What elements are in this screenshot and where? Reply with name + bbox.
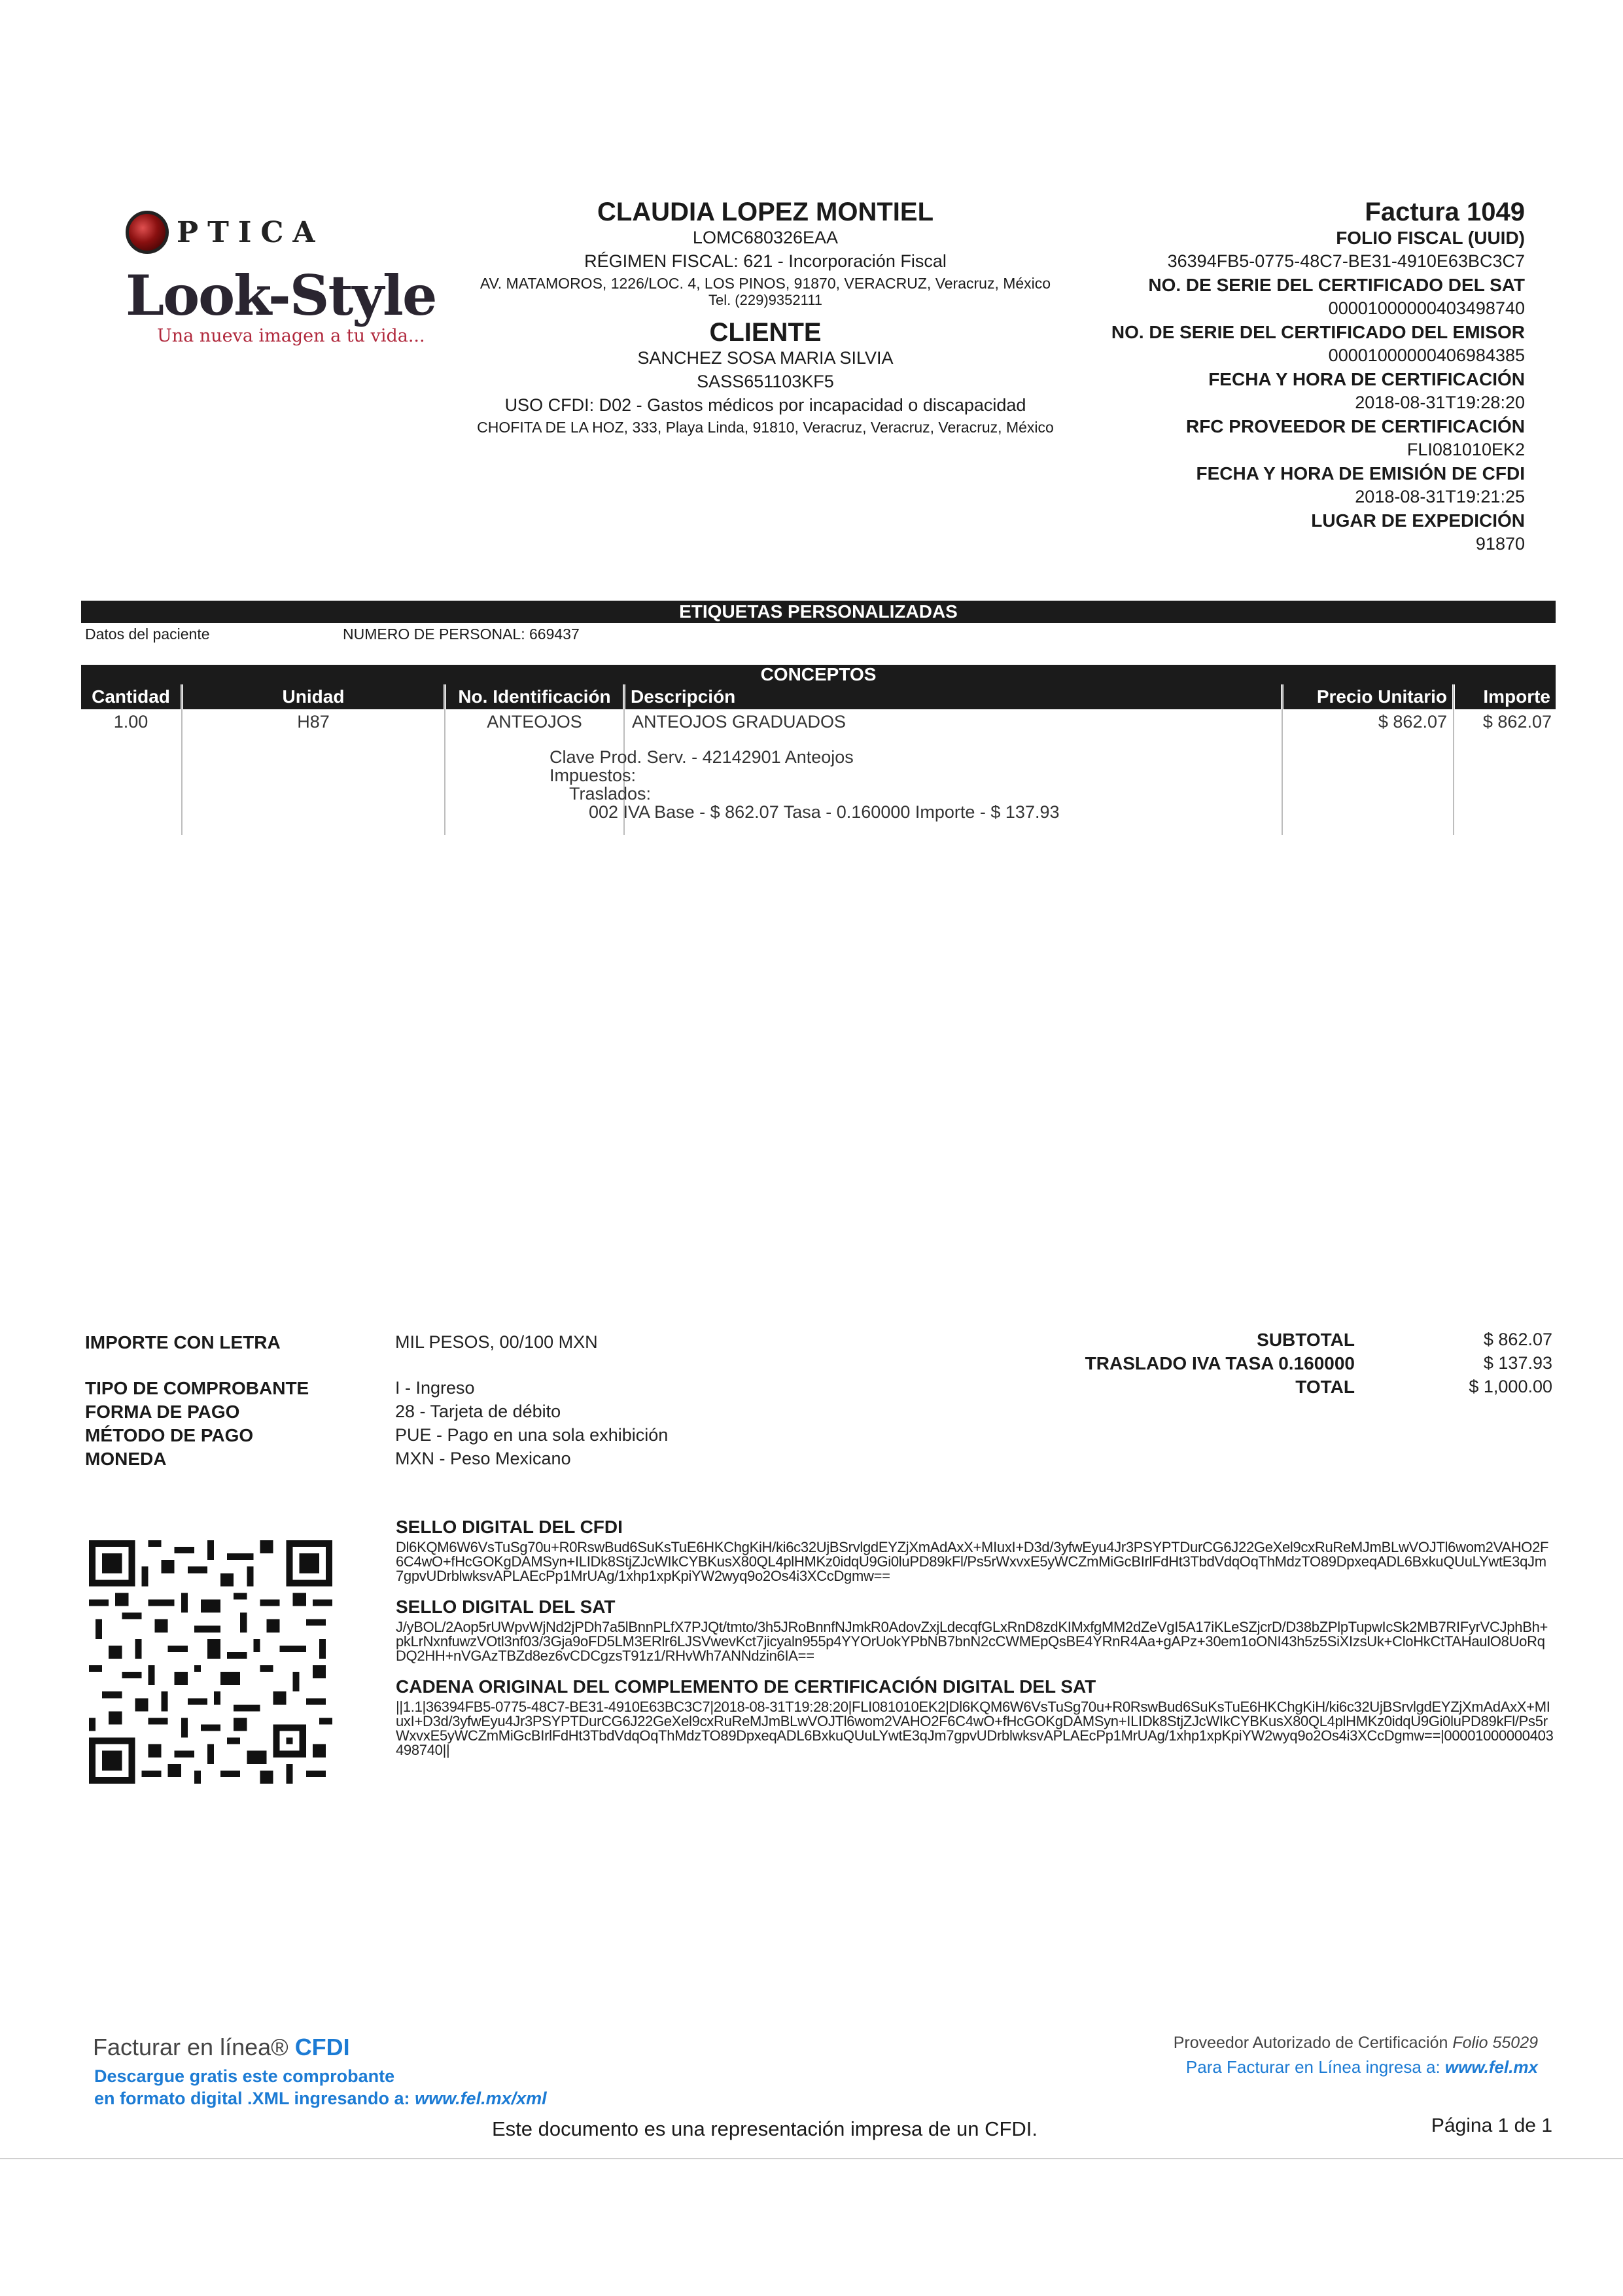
page-bottom-divider — [0, 2158, 1623, 2159]
patient-data-label: Datos del paciente — [85, 626, 210, 643]
cadena-original-heading: CADENA ORIGINAL DEL COMPLEMENTO DE CERTIFICACIÓN DIGITAL DEL SAT — [396, 1676, 1096, 1697]
row-descripcion: ANTEOJOS GRADUADOS — [632, 712, 846, 732]
row-traslados: Traslados: — [569, 784, 652, 804]
total-value: $ 1,000.00 — [1469, 1377, 1552, 1396]
client-rfc: SASS651103KF5 — [697, 372, 834, 391]
row-unidad: H87 — [297, 712, 330, 732]
footer-invoice-online — [1186, 2057, 1538, 2077]
moneda-value: MXN - Peso Mexicano — [395, 1449, 571, 1468]
concepts-table — [81, 684, 1556, 835]
col-cantidad: Cantidad — [81, 684, 181, 709]
emission-datetime-label: FECHA Y HORA DE EMISIÓN DE CFDI — [1196, 463, 1525, 484]
footer-invoice-online-text: Para Facturar en Línea ingresa a: — [1185, 2057, 1440, 2077]
footer-brand-text: Facturar en línea® — [93, 2034, 288, 2060]
footer-download-line1: Descargue gratis este comprobante — [94, 2066, 395, 2086]
footer-provider-text: Proveedor Autorizado de Certificación — [1173, 2034, 1448, 2052]
client-address: CHOFITA DE LA HOZ, 333, Playa Linda, 91810, Veracruz, Veracruz, Veracruz, México — [477, 419, 1054, 436]
footer-download-text: en formato digital .XML ingresando a: — [94, 2089, 410, 2108]
col-unidad: Unidad — [183, 684, 444, 709]
optica-look-style-logo — [126, 203, 436, 353]
sello-sat-heading: SELLO DIGITAL DEL SAT — [396, 1597, 616, 1617]
iva-label: TRASLADO IVA TASA 0.160000 — [1085, 1353, 1355, 1373]
column-divider — [1453, 684, 1454, 835]
metodo-pago-value: PUE - Pago en una sola exhibición — [395, 1425, 669, 1445]
col-descripcion: Descripción — [625, 684, 1281, 709]
etiquetas-header: ETIQUETAS PERSONALIZADAS — [81, 601, 1556, 623]
footer-provider-folio: Folio 55029 — [1452, 2034, 1538, 2052]
row-importe: $ 862.07 — [1482, 712, 1552, 732]
cert-datetime-value: 2018-08-31T19:28:20 — [1355, 393, 1525, 412]
logo-tagline: Una nueva imagen a tu vida... — [157, 326, 425, 346]
emisor-cert-label: NO. DE SERIE DEL CERTIFICADO DEL EMISOR — [1111, 322, 1525, 342]
col-no-identificacion: No. Identificación — [446, 684, 623, 709]
cadena-original-text: ||1.1|36394FB5-0775-48C7-BE31-4910E63BC3C7|2018-08-31T19:28:20|FLI081010EK2|Dl6KQM6W6VsTuSg70u+R0RswBud6SuKsTuE6HKChgKiH/ki6c32UjBSrvlgdEYZjXmAdAxX+MIuxI+D3d/3yfwEyu4Jr3PSYPTDurCG6J22GeXel9cxRuReMJmBLwVOJTl6wom2VAHO2F6C4wO+fHcGOKgDAMSyn+ILIDk8StjZJcWIkCYBKusX80QL4plHMKz0idqU9Gi0luPD89kFl/Ps5rWxvxE5yWCZmMiGcBIrlFdHt3TbdVdqOqThMdzTO89DpxeqADL6BxkuQUuLYwtE3qJm7gpvUDrblwksvAPLAEcPp1MrUAg/1xhp1xpKpiYW2wyq9o2Os4i3XCcDgmw==|00001000000403498740|| — [396, 1699, 1554, 1758]
rfc-provider-label: RFC PROVEEDOR DE CERTIFICACIÓN — [1185, 416, 1525, 436]
footer-brand-cfdi: CFDI — [294, 2034, 350, 2060]
sat-cert-value: 00001000000403498740 — [1328, 298, 1525, 318]
cert-datetime-label: FECHA Y HORA DE CERTIFICACIÓN — [1208, 369, 1525, 389]
importe-letra-label: IMPORTE CON LETRA — [85, 1332, 281, 1352]
row-impuestos: Impuestos: — [550, 766, 637, 785]
column-divider — [181, 684, 183, 835]
subtotal-value: $ 862.07 — [1483, 1330, 1552, 1349]
expedition-place-label: LUGAR DE EXPEDICIÓN — [1311, 510, 1525, 531]
subtotal-label: SUBTOTAL — [1257, 1330, 1355, 1350]
tipo-comprobante-label: TIPO DE COMPROBANTE — [85, 1378, 309, 1398]
issuer-name: CLAUDIA LOPEZ MONTIEL — [597, 198, 934, 226]
row-clave-prod-serv: Clave Prod. Serv. - 42142901 Anteojos — [550, 747, 854, 767]
logo-brand-name: Look-Style — [126, 263, 436, 328]
footer-site-link[interactable]: www.fel.mx — [1444, 2057, 1538, 2077]
tipo-comprobante-value: I - Ingreso — [395, 1378, 475, 1398]
issuer-address: AV. MATAMOROS, 1226/LOC. 4, LOS PINOS, 91870, VERACRUZ, Veracruz, México — [480, 275, 1051, 292]
moneda-label: MONEDA — [85, 1449, 167, 1469]
client-name: SANCHEZ SOSA MARIA SILVIA — [637, 348, 894, 368]
logo-optica-row — [126, 203, 324, 262]
issuer-rfc: LOMC680326EAA — [692, 228, 839, 247]
emission-datetime-value: 2018-08-31T19:21:25 — [1355, 487, 1525, 506]
personal-number: NUMERO DE PERSONAL: 669437 — [343, 626, 580, 643]
total-label: TOTAL — [1295, 1377, 1355, 1397]
column-divider — [1282, 684, 1283, 835]
invoice-title: Factura 1049 — [1365, 198, 1525, 226]
logo-optica-text: PTICA — [177, 215, 324, 249]
folio-fiscal-label: FOLIO FISCAL (UUID) — [1336, 228, 1525, 248]
client-heading: CLIENTE — [709, 318, 822, 347]
issuer-regimen: RÉGIMEN FISCAL: 621 - Incorporación Fiscal — [584, 251, 947, 271]
metodo-pago-label: MÉTODO DE PAGO — [85, 1425, 254, 1445]
iva-value: $ 137.93 — [1483, 1353, 1552, 1373]
column-divider — [444, 684, 445, 835]
sello-cfdi-heading: SELLO DIGITAL DEL CFDI — [396, 1517, 623, 1537]
footer-brand — [93, 2034, 350, 2061]
issuer-phone: Tel. (229)9352111 — [708, 292, 823, 308]
forma-pago-value: 28 - Tarjeta de débito — [395, 1402, 561, 1421]
row-precio-unitario: $ 862.07 — [1378, 712, 1447, 732]
expedition-place-value: 91870 — [1475, 534, 1525, 554]
row-iva-detail: 002 IVA Base - $ 862.07 Tasa - 0.160000 Importe - $ 137.93 — [589, 802, 1060, 822]
footer-download-line2 — [94, 2089, 547, 2109]
sello-sat-text: J/yBOL/2Aop5rUWpvWjNd2jPDh7a5lBnnPLfX7PJQt/tmto/3h5JRoBnnfNJmkR0AdovZxjLdecqfGLxRnD8zdKIMxfgMM2dZeVgI5A17iKLeSZjcrD/D38bZPlpTupwIcSk2MB7RIFyrVCJphBh+pkLrNxnfuwzVOtl3nf03/3Gja9oFD5LM3ERlr6LJSVwevKct7jicyaln955p4YYOrUokYPbNB7bnN2cCWMEpQsBE4YRnR4Aa+gAPz+30em1oONI43h5z5SiXIzsUk+CloHkCtTAHaulO8UoRqDQ2HH+nVGAzTBZd8ez6vCDCgzsT91z1/RHvWh7ANNdzin6IA== — [396, 1619, 1548, 1664]
sello-cfdi-text: Dl6KQM6W6VsTuSg70u+R0RswBud6SuKsTuE6HKChgKiH/ki6c32UjBSrvlgdEYZjXmAdAxX+MIuxI+D3d/3yfwEyu4Jr3PSYPTDurCG6J22GeXel9cxRuReMJmBLwVOJTl6wom2VAHO2F6C4wO+fHcGOKgDAMSyn+ILIDk8StjZJcWIkCYBKusX80QL4plHMKz0idqU9Gi0luPD89kFl/Ps5rWxvxE5yWCZmMiGcBIrlFdHt3TbdVdqOqThMdzTO89DpxeqADL6BxkuQUuLYwtE3qJm7gpvUDrblwksvAPLAEcPp1MrUAg/1xhp1xpKpiYW2wyq9o2Os4i3XCcDgmw== — [396, 1539, 1549, 1584]
rfc-provider-value: FLI081010EK2 — [1406, 440, 1525, 459]
footer-provider — [1174, 2034, 1538, 2053]
conceptos-header: CONCEPTOS — [81, 665, 1556, 684]
eye-icon — [126, 211, 169, 254]
importe-letra-value: MIL PESOS, 00/100 MXN — [395, 1332, 598, 1352]
forma-pago-label: FORMA DE PAGO — [85, 1402, 240, 1422]
folio-fiscal-value: 36394FB5-0775-48C7-BE31-4910E63BC3C7 — [1167, 251, 1525, 271]
page-number: Página 1 de 1 — [1431, 2115, 1552, 2136]
col-importe: Importe — [1455, 684, 1556, 709]
qr-code-icon — [89, 1540, 332, 1784]
footer-download-link[interactable]: www.fel.mx/xml — [415, 2089, 547, 2108]
emisor-cert-value: 00001000000406984385 — [1328, 345, 1525, 365]
row-cantidad: 1.00 — [113, 712, 148, 732]
row-no-identificacion: ANTEOJOS — [487, 712, 582, 732]
client-uso-cfdi: USO CFDI: D02 - Gastos médicos por incapacidad o discapacidad — [504, 395, 1026, 415]
sat-cert-label: NO. DE SERIE DEL CERTIFICADO DEL SAT — [1148, 275, 1525, 295]
col-precio-unitario: Precio Unitario — [1283, 684, 1452, 709]
footer-representation: Este documento es una representación impresa de un CFDI. — [492, 2117, 1038, 2140]
